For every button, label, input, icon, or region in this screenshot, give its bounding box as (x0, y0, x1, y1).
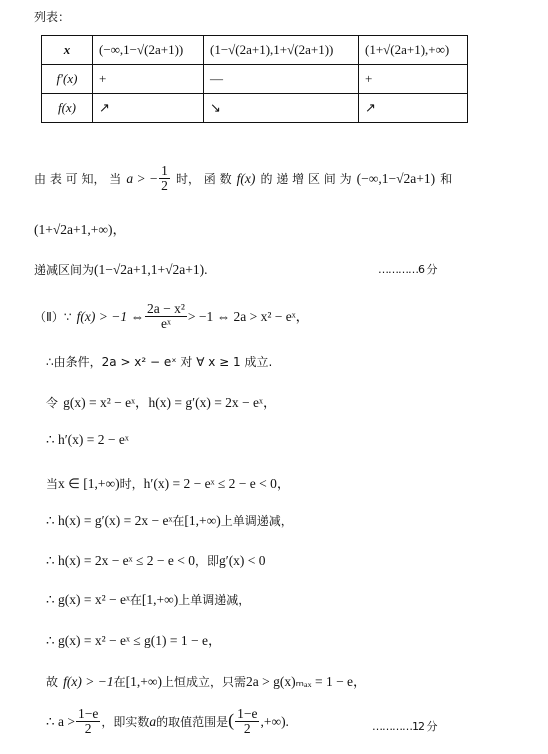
table-header-interval-2: (1−√(2a+1),1+√(2a+1)) (204, 36, 359, 65)
line-7: ∴ h′(x) = 2 − eˣ (46, 432, 129, 447)
table-header-x: x (42, 36, 93, 65)
table-label-function: f(x) (42, 94, 93, 123)
line-1: 由 表 可 知， 当 a > − $\frac{1}{2}$ 时， 函 数 f(x) 的 递 增 区 间 为 (−∞,1−√2a+1) 和 (34, 163, 453, 193)
increasing-arrow-icon: ↗ (365, 100, 376, 115)
line-9: ∴ h(x) = g′(x) = 2x − eˣ在[1,+∞)上单调递减， (46, 513, 293, 528)
line-8: 当x ∈ [1,+∞)时，h′(x) = 2 − eˣ ≤ 2 − e < 0， (46, 476, 291, 491)
line-14: ∴ a > $\frac{1-e}{2}$ ，即实数a的取值范围是( $\frac{1-e}{2}$ ,+∞). (46, 706, 289, 736)
line-11: ∴ g(x) = x² − eˣ在[1,+∞)上单调递减， (46, 592, 251, 607)
score-mark: …………12 分 (372, 720, 437, 733)
sign-table (41, 35, 468, 123)
table-row (42, 94, 468, 123)
line-12: ∴ g(x) = x² − eˣ ≤ g(1) = 1 − e， (46, 633, 222, 648)
fraction: $\frac{1}{2}$ (161, 163, 168, 193)
line-6: 令 g(x) = x² − eˣ，h(x) = g′(x) = 2x − eˣ， (46, 395, 277, 410)
line-3: 递减区间为(1−√2a+1,1+√2a+1). (34, 262, 208, 277)
line-10: ∴ h(x) = 2x − eˣ ≤ 2 − e < 0，即g′(x) < 0 (46, 553, 266, 568)
table-header-interval-1: (−∞,1−√(2a+1)) (93, 36, 204, 65)
increasing-arrow-icon: ↗ (99, 100, 110, 115)
line-13: 故 f(x) > −1在[1,+∞)上恒成立，只需2a > g(x)ₘₐₓ = 1 − e， (46, 674, 367, 689)
line-2: (1+√2a+1,+∞)， (34, 222, 126, 237)
fraction: $\frac{1-e}{2}$ (77, 706, 99, 736)
table-header-interval-3: (1+√(2a+1),+∞) (359, 36, 468, 65)
line-4: （Ⅱ）∵ f(x) > −1 ⇔ $\frac{\text{2a − x²}}{\text{eˣ}}$ > −1 ⇔ 2a > x² − eˣ， (34, 301, 310, 331)
table-row (42, 65, 468, 94)
table-cell-sign: + (93, 65, 204, 94)
score-mark: …………6 分 (378, 263, 437, 276)
table-cell-sign: + (359, 65, 468, 94)
fraction: $\frac{\text{2a − x²}}{\text{eˣ}}$ (146, 301, 185, 331)
table-cell-sign: — (204, 65, 359, 94)
heading: 列表： (34, 10, 71, 24)
fraction: $\frac{1-e}{2}$ (237, 706, 258, 736)
line-5: ∴由条件，2a > x² − eˣ 对 ∀ x ≥ 1 成立. (46, 355, 273, 369)
table-row (42, 36, 468, 65)
decreasing-arrow-icon: ↘ (210, 100, 221, 115)
table-label-derivative: f′(x) (42, 65, 93, 94)
